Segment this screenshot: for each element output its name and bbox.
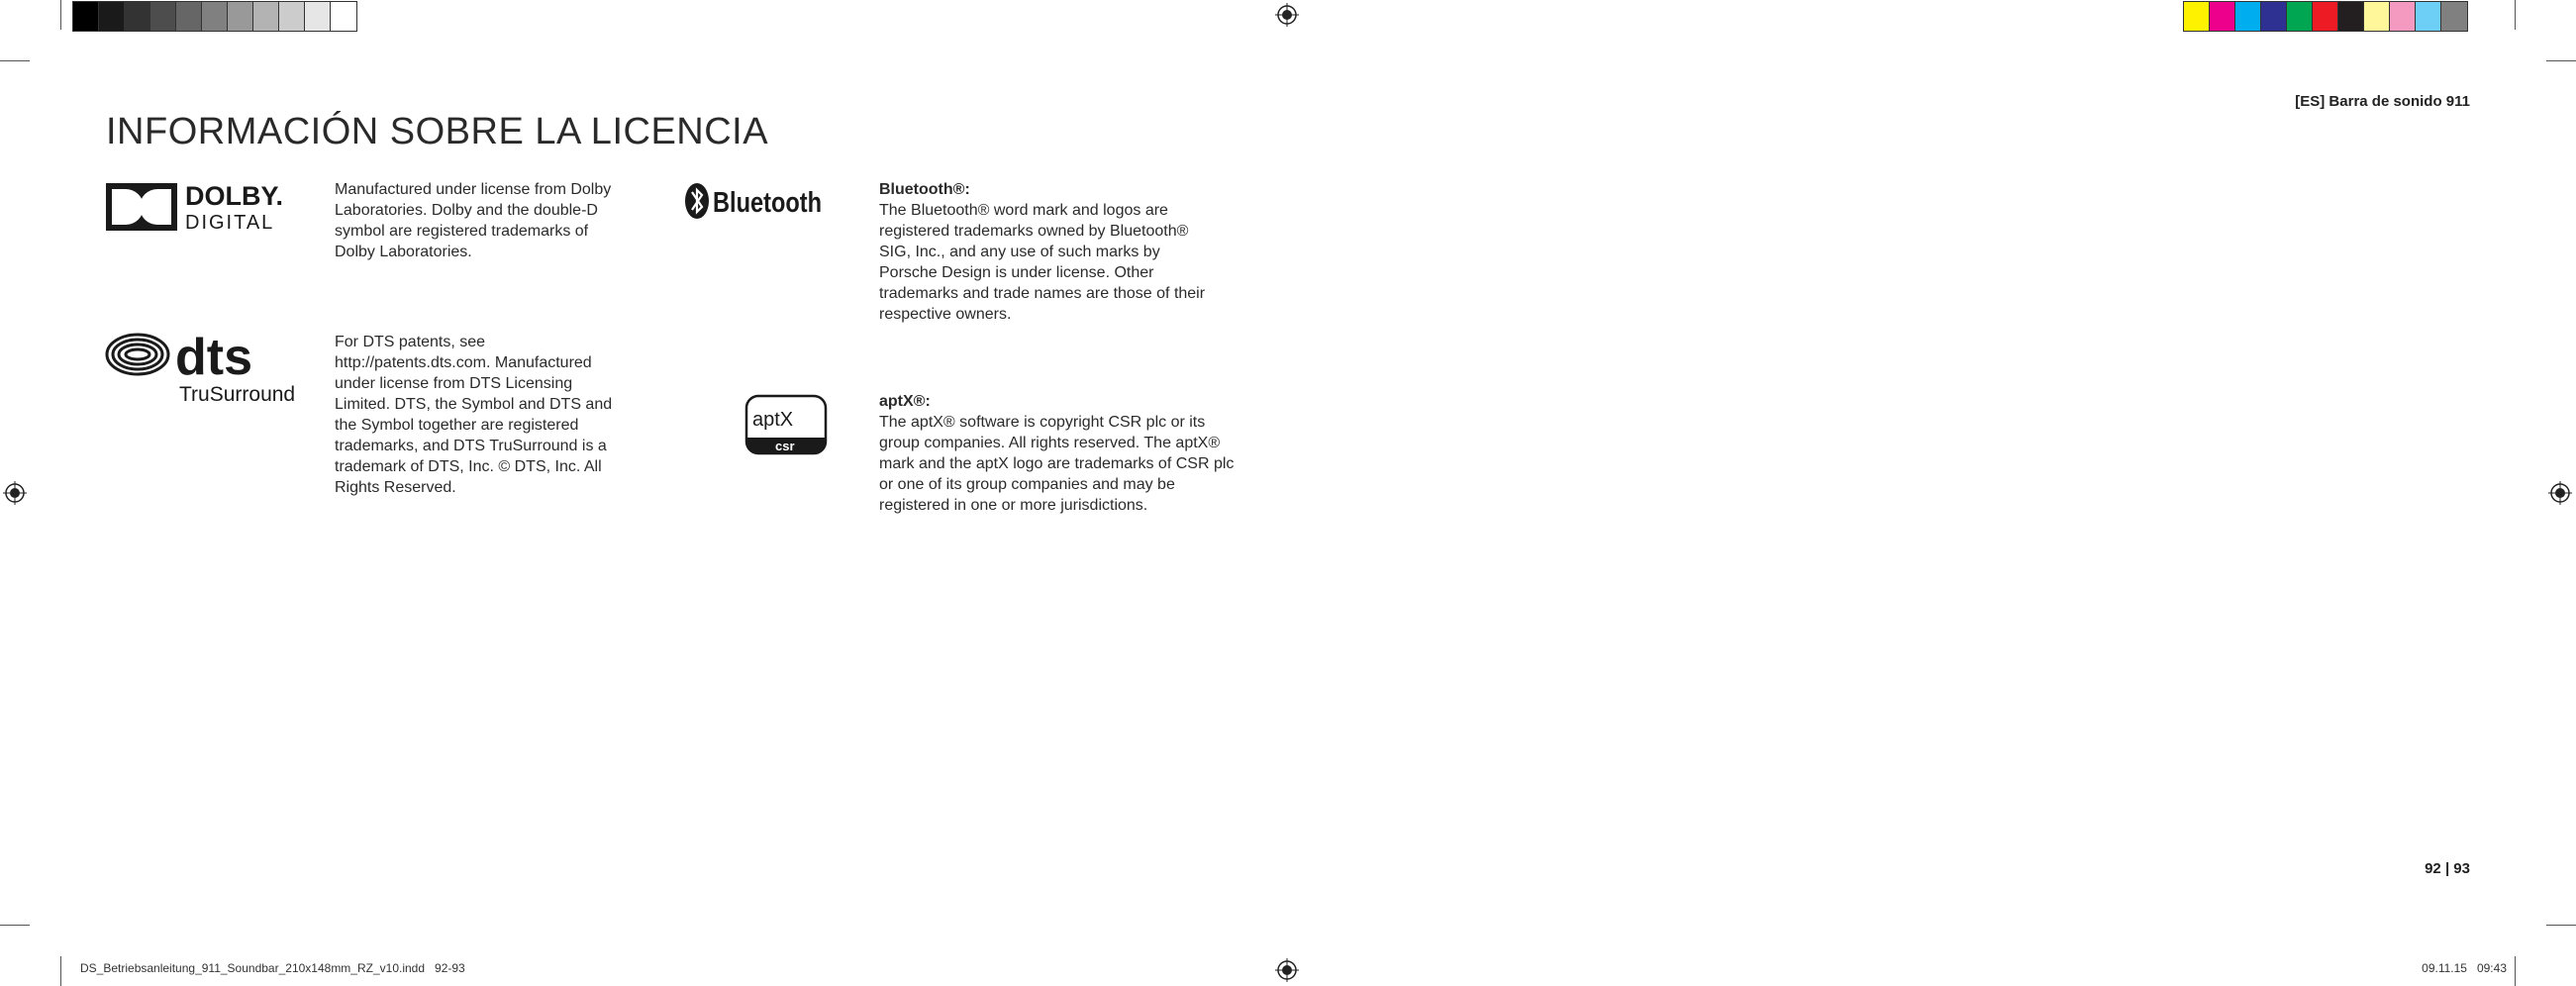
crop-mark: [2515, 956, 2516, 986]
dts-logo-subtitle: TruSurround: [179, 383, 296, 406]
registration-mark-icon: [2548, 481, 2572, 505]
aptx-csr-logo: [744, 394, 828, 455]
color-swatch: [2441, 2, 2467, 31]
color-swatch: [125, 2, 150, 31]
color-swatch: [2416, 2, 2441, 31]
bluetooth-license-paragraph: The Bluetooth® word mark and logos are registered trademarks owned by Bluetooth® SIG, Inc., and any use of such marks by Porsche Design is under license. Other trademarks and trade names are those of their respective owners.: [879, 202, 1206, 323]
bluetooth-logo: [683, 181, 832, 221]
crop-mark: [0, 925, 30, 926]
section-header: [ES] Barra de sonido 911: [2295, 93, 2470, 110]
color-swatch: [305, 2, 331, 31]
page-title: INFORMACIÓN SOBRE LA LICENCIA: [106, 111, 769, 152]
crop-mark: [60, 0, 61, 30]
bluetooth-logo-wordmark: Bluetooth: [713, 187, 822, 219]
color-swatch: [2235, 2, 2261, 31]
color-swatch: [2287, 2, 2313, 31]
dolby-license-text: [335, 179, 617, 262]
aptx-logo-subtitle: csr: [775, 439, 795, 453]
registration-mark-icon: [3, 481, 27, 505]
color-swatch: [2390, 2, 2416, 31]
dts-logo-wordmark: dts: [175, 329, 252, 386]
registration-mark-icon: [1275, 3, 1299, 27]
aptx-logo-wordmark: aptX: [752, 409, 794, 431]
color-swatch: [150, 2, 176, 31]
dolby-digital-logo: [106, 181, 304, 233]
crop-mark: [2546, 60, 2576, 61]
color-swatch: [228, 2, 253, 31]
color-swatch: [2338, 2, 2364, 31]
color-swatch: [2313, 2, 2338, 31]
color-swatch: [176, 2, 202, 31]
color-swatch: [2364, 2, 2390, 31]
dts-license-text: [335, 332, 627, 498]
page-numbers: 92 | 93: [2425, 860, 2470, 877]
aptx-heading: aptX®:: [879, 393, 931, 410]
color-swatch: [202, 2, 228, 31]
dts-license-paragraph: For DTS patents, see http://patents.dts.com. Manufactured under license from DTS Licensing Limited. DTS, the Symbol and DTS and the Symbol together are registered trademarks, and DTS TruSurround is a trademark of DTS, Inc. © DTS, Inc. All Rights Reserved.: [335, 334, 613, 496]
color-swatch: [279, 2, 305, 31]
file-slug: DS_Betriebsanleitung_911_Soundbar_210x148mm_RZ_v10.indd 92-93: [80, 961, 465, 975]
color-swatch: [2210, 2, 2235, 31]
aptx-license-paragraph: The aptX® software is copyright CSR plc or its group companies. All rights reserved. The aptX® mark and the aptX logo are trademarks of CSR plc or one of its group companies and may be registered in one or more jurisdictions.: [879, 414, 1235, 514]
crop-mark: [2515, 0, 2516, 30]
aptx-license-text: [879, 391, 1245, 516]
dolby-logo-wordmark: DOLBY.: [185, 181, 284, 211]
dts-trusurround-logo: [106, 329, 296, 406]
dolby-logo-subtitle: DIGITAL: [185, 212, 275, 234]
registration-mark-icon: [1275, 958, 1299, 982]
color-swatch: [2184, 2, 2210, 31]
gray-color-bar: [72, 1, 357, 32]
color-swatch: [73, 2, 99, 31]
crop-mark: [60, 956, 61, 986]
color-swatch: [331, 2, 356, 31]
dolby-license-paragraph: Manufactured under license from Dolby Laboratories. Dolby and the double-D symbol are registered trademarks of Dolby Laboratories.: [335, 181, 612, 260]
print-timestamp: 09.11.15 09:43: [2422, 961, 2507, 975]
color-swatch: [99, 2, 125, 31]
bluetooth-license-text: [879, 179, 1216, 325]
crop-mark: [2546, 925, 2576, 926]
color-swatch: [2261, 2, 2287, 31]
color-swatch: [253, 2, 279, 31]
crop-mark: [0, 60, 30, 61]
cmyk-color-bar: [2183, 1, 2468, 32]
bluetooth-heading: Bluetooth®:: [879, 181, 970, 198]
